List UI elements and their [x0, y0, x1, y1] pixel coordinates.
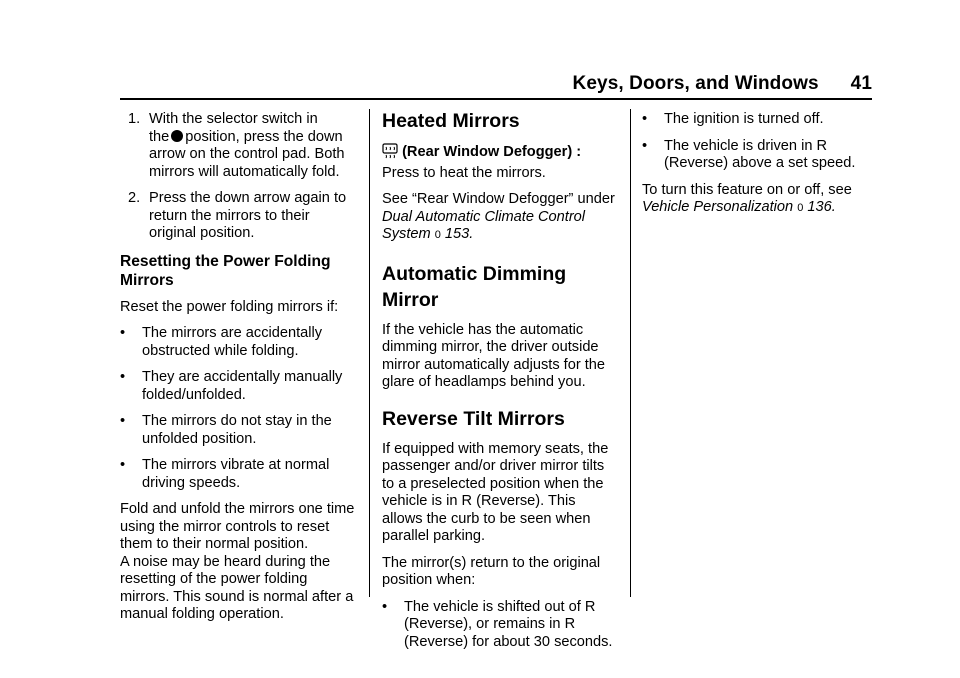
column-1 [120, 111, 360, 633]
step-1: 1. With the selector switch in the position, press the down arrow on the control pad. Both mirrors will automatically fold. [120, 111, 360, 181]
step-2 [120, 190, 360, 243]
cross-reference: To turn this feature on or off, see Vehicle Personalization 0 136. [642, 181, 852, 215]
paragraph: Fold and unfold the mirrors one time using the mirror controls to reset them to their normal position. [120, 501, 355, 552]
list-item: • They are accidentally manually folded/unfolded. [120, 369, 343, 403]
page-ref-arrow-icon: 0 [797, 202, 804, 214]
section-heading: Resetting the Power Folding Mirrors [120, 252, 331, 289]
paragraph: Reset the power folding mirrors if: [120, 298, 339, 315]
section-heading: Reverse Tilt Mirrors [382, 407, 565, 430]
control-description: Press to heat the mirrors. [382, 164, 546, 181]
header-rule [120, 98, 872, 100]
paragraph: A noise may be heard during the resetting of the power folding mirrors. This sound is normal after a manual folding operation. [120, 553, 354, 622]
step-text: Press the down arrow again to return the mirrors to their original position. [149, 190, 347, 241]
control-label: (Rear Window Defogger) : [402, 144, 582, 160]
section-title: Keys, Doors, and Windows [572, 73, 819, 94]
step-text: With the selector switch in [149, 111, 318, 127]
section-heading: Automatic Dimming Mirror [382, 262, 567, 311]
list-item: • The vehicle is driven in R (Reverse) above a set speed. [642, 137, 856, 171]
step-number: 2. [128, 190, 141, 206]
page-header [573, 73, 872, 95]
selector-position-icon [171, 130, 183, 142]
paragraph: The mirror(s) return to the original position when: [382, 554, 601, 588]
list-item: • The vehicle is shifted out of R (Reverse), or remains in R (Reverse) for about 30 seconds. [382, 598, 613, 650]
column-divider-2 [630, 109, 631, 597]
column-2 [382, 111, 620, 660]
page-number: 41 [850, 73, 872, 94]
column-divider-1 [369, 109, 370, 597]
step-number: 1. [128, 111, 141, 127]
cross-reference: See “Rear Window Defogger” under Dual Automatic Climate Control System 0 153. [382, 191, 615, 242]
section-heading: Heated Mirrors [382, 110, 520, 132]
list-item: • The ignition is turned off. [642, 111, 824, 127]
paragraph [382, 143, 620, 182]
paragraph: If the vehicle has the automatic dimming mirror, the driver outside mirror automatically adjusts for the glare of headlamps behind you. [382, 321, 606, 390]
rear-window-defogger-icon [382, 143, 398, 165]
column-3 [642, 111, 882, 227]
paragraph: If equipped with memory seats, the passenger and/or driver mirror tilts to a preselected position when the vehicle is in R (Reverse). This allows the curb to be seen when parallel parking. [382, 440, 609, 544]
list-item: • The mirrors are accidentally obstructed while folding. [120, 325, 323, 359]
list-item: • The mirrors vibrate at normal driving speeds. [120, 457, 330, 491]
list-item: • The mirrors do not stay in the unfolded position. [120, 413, 332, 447]
page-ref-arrow-icon: 0 [434, 229, 441, 241]
